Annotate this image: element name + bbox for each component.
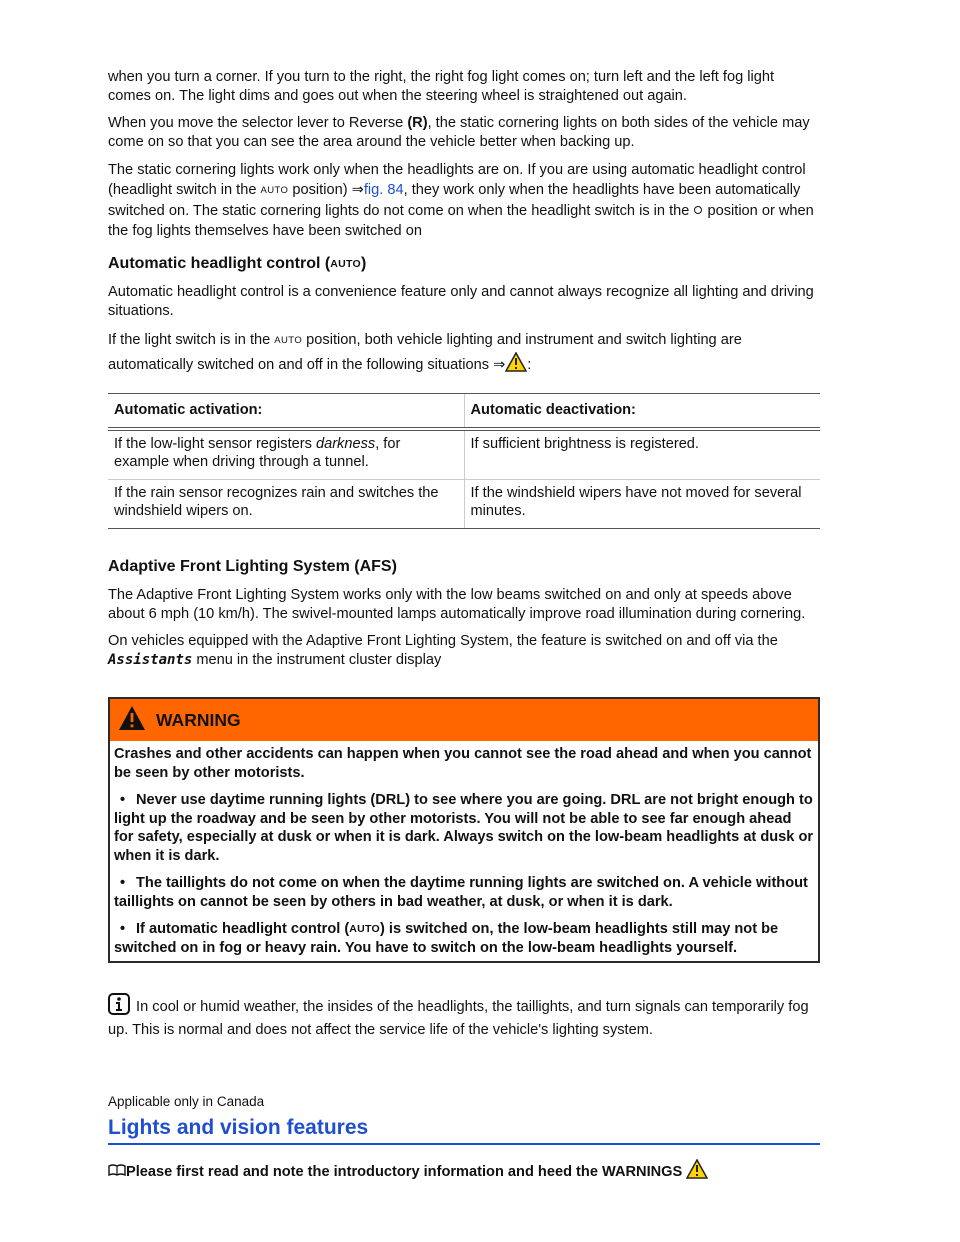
warning-bullet [114,791,814,865]
paragraph-convenience: Automatic headlight control is a convenience feature only and cannot always recognize all lighting and driving situations. [108,284,814,319]
warning-bullet [114,874,814,911]
warning-bullet [114,920,814,957]
reverse-label: (R) [407,115,428,131]
warning-triangle-icon[interactable] [505,352,527,379]
warning-title: WARNING [156,709,241,730]
book-icon [108,1164,126,1180]
bullet: • [120,875,126,891]
text: If the low-light sensor registers [114,436,316,452]
off-position-icon [694,206,702,214]
applicability-note: Applicable only in Canada [108,1094,265,1109]
warning-header [110,699,818,741]
text: If automatic headlight control ( [136,921,350,937]
table-cell: If the windshield wipers have not moved for several minutes. [464,480,820,529]
assistants-menu-label: Assistants [108,651,193,668]
paragraph-light-switch-auto [108,329,820,379]
paragraph-static-cornering [108,160,820,241]
paragraph-afs-menu [108,632,820,669]
text: The taillights do not come on when the daytime running lights are switched on. A vehicle without taillights on cannot be seen by others in bad weather, at dusk, or when it is dark. [114,875,808,910]
table-row [108,480,820,529]
warning-intro: Crashes and other accidents can happen when you cannot see the road ahead and when you cannot be seen by other motorists. [114,746,812,781]
text: ) [360,255,367,272]
text: menu in the instrument cluster display [192,651,442,668]
text: When you move the selector lever to Reverse [108,115,408,131]
paragraph-fog-light: when you turn a corner. If you turn to the right, the right fog light comes on; turn left and the left fog light comes on. The light dims and goes out when the steering wheel is straightened out again. [108,69,775,104]
text: position) ⇒ [288,182,364,198]
table-cell: If the rain sensor recognizes rain and switches the windshield wipers on. [108,480,464,529]
warning-triangle-icon [118,705,146,736]
table-row [108,429,820,480]
auto-symbol: AUTO [260,185,289,196]
text: If the light switch is in the [108,332,275,348]
auto-symbol: AUTO [349,923,380,935]
text: , for example when driving through a tunnel. [114,436,401,470]
text: Automatic headlight control ( [108,255,331,272]
paragraph-reverse [108,114,820,151]
text: position or when the fog lights themselves have been switched on [108,203,814,239]
heading-automatic-headlight-control [108,254,820,274]
table-cell [108,429,464,480]
note-paragraph [108,993,820,1039]
manual-page [108,68,820,1184]
text: In cool or humid weather, the insides of the headlights, the taillights, and turn signals can temporarily fog up. This is normal and does not affect the service life of the vehicle's lighting system. [108,999,809,1038]
text: : [527,357,532,373]
warning-triangle-icon[interactable] [686,1159,708,1185]
paragraph-afs: The Adaptive Front Lighting System works only with the low beams switched on and only at speeds above about 6 mph (10 km/h). The swivel-mounted lamps automatically improve road illumination during cornering. [108,587,806,622]
text: Never use daytime running lights (DRL) to see where you are going. DRL are not bright enough to light up the roadway and be seen by other motorists. You will not be able to see far enough ahead for safety, especially at dusk or when it is dark. Always switch on the low-beam headlights at dusk or when it is dark. [114,792,814,864]
text: The static cornering lights work only when the headlights are on. If you are using automatic headlight control (headlight switch in the [108,162,806,198]
table-header-activation: Automatic activation: [108,394,464,430]
text: , they work only when the headlights have been automatically switched on. The static cornering lights do not come on when the headlight switch is in the [108,182,801,219]
table-header-row [108,394,820,430]
text: position, both vehicle lighting and instrument and switch lighting are automatically switched on and off in the following situations ⇒ [108,332,742,373]
auto-symbol: AUTO [330,258,361,270]
bullet: • [120,792,126,808]
automatic-activation-table [108,393,820,529]
text: ) is switched on, the low-beam headlights still may not be switched on in fog or heavy rain. You have to switch on the low-beam headlights yourself. [114,921,779,956]
info-note-icon [108,993,130,1021]
table-header-deactivation: Automatic deactivation: [464,394,820,430]
darkness-term: darkness [315,436,376,452]
bullet: • [120,921,126,937]
section-title: Lights and vision features [108,1116,820,1145]
table-cell: If sufficient brightness is registered. [464,429,820,480]
text: Please first read and note the introductory information and heed the WARNINGS [126,1163,687,1180]
text: On vehicles equipped with the Adaptive Front Lighting System, the feature is switched on and off via the [108,633,778,649]
text: , the static cornering lights on both sides of the vehicle may come on so that you can see the area around the vehicle better when backing up. [108,115,810,150]
auto-symbol: AUTO [274,335,303,346]
warning-body [110,741,818,961]
fig-84-link[interactable]: fig. 84 [363,182,404,198]
heading-afs: Adaptive Front Lighting System (AFS) [108,558,397,575]
warning-box [108,697,820,963]
intro-instruction [108,1159,820,1185]
